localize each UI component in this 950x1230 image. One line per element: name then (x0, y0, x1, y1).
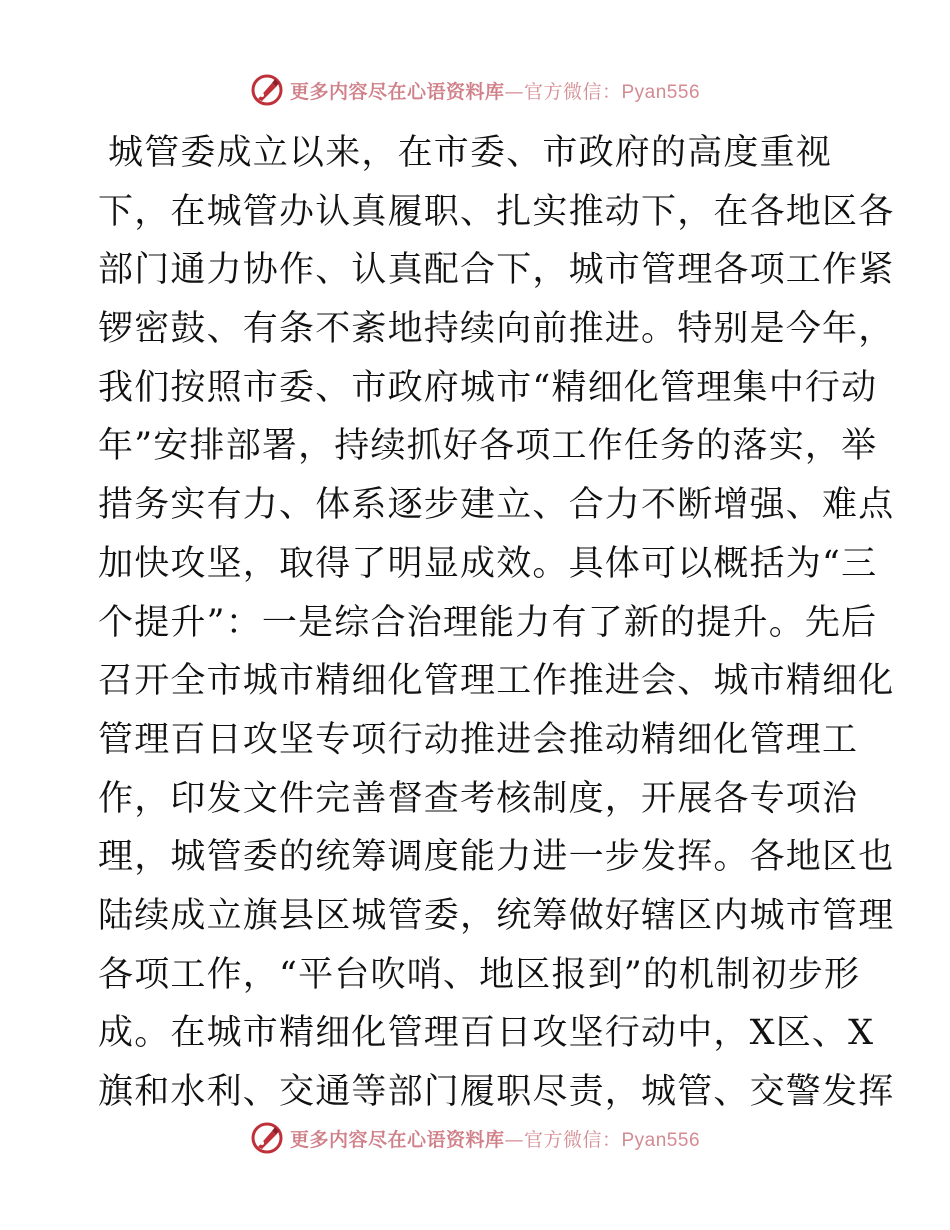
body-line: 年”安排部署，持续抓好各项工作任务的落实，举 (98, 426, 878, 467)
body-line: 理，城管委的统筹调度能力进一步发挥。各地区也 (98, 837, 895, 878)
header-watermark-wechat-label: —官方微信： (504, 80, 622, 103)
pen-logo-icon (250, 1121, 284, 1155)
pen-logo-icon (250, 73, 284, 107)
footer-watermark-banner (0, 1118, 950, 1158)
body-line: 下，在城管办认真履职、扎实推动下，在各地区各 (98, 191, 895, 232)
footer-watermark-wechat-id: Pyan556 (621, 1129, 701, 1151)
body-text (98, 124, 895, 1122)
body-line: 我们按照市委、市政府城市“精细化管理集中行动 (98, 367, 878, 408)
body-line: 城管委成立以来，在市委、市政府的高度重视 (108, 133, 833, 173)
body-line: 锣密鼓、有条不紊地持续向前推进。特别是今年， (98, 309, 895, 350)
body-line: 陆续成立旗县区城管委，统筹做好辖区内城市管理 (98, 895, 895, 936)
body-line: 旗和水利、交通等部门履职尽责，城管、交警发挥 (98, 1072, 895, 1112)
footer-watermark-wechat-label: —官方微信： (504, 1128, 622, 1151)
header-watermark-wechat-id: Pyan556 (621, 81, 701, 103)
body-line: 作，印发文件完善督查考核制度，开展各专项治 (98, 778, 859, 819)
body-line: 管理百日攻坚专项行动推进会推动精细化管理工 (98, 719, 859, 760)
footer-watermark-text (290, 1125, 700, 1152)
header-watermark-text (290, 77, 700, 104)
body-line: 各项工作，“平台吹哨、地区报到”的机制初步形 (98, 954, 861, 995)
body-line: 措务实有力、体系逐步建立、合力不断增强、难点 (98, 485, 895, 526)
header-watermark-banner (0, 70, 950, 110)
footer-watermark-main: 更多内容尽在心语资料库 (289, 1128, 505, 1151)
body-line: 个提升”：一是综合治理能力有了新的提升。先后 (98, 602, 878, 643)
body-line: 召开全市城市精细化管理工作推进会、城市精细化 (98, 661, 895, 702)
body-line: 加快攻坚，取得了明显成效。具体可以概括为“三 (98, 543, 878, 584)
header-watermark-main: 更多内容尽在心语资料库 (289, 80, 505, 103)
body-line: 成。在城市精细化管理百日攻坚行动中，X区、X (98, 1013, 875, 1054)
body-line: 部门通力协作、认真配合下，城市管理各项工作紧 (98, 250, 895, 291)
